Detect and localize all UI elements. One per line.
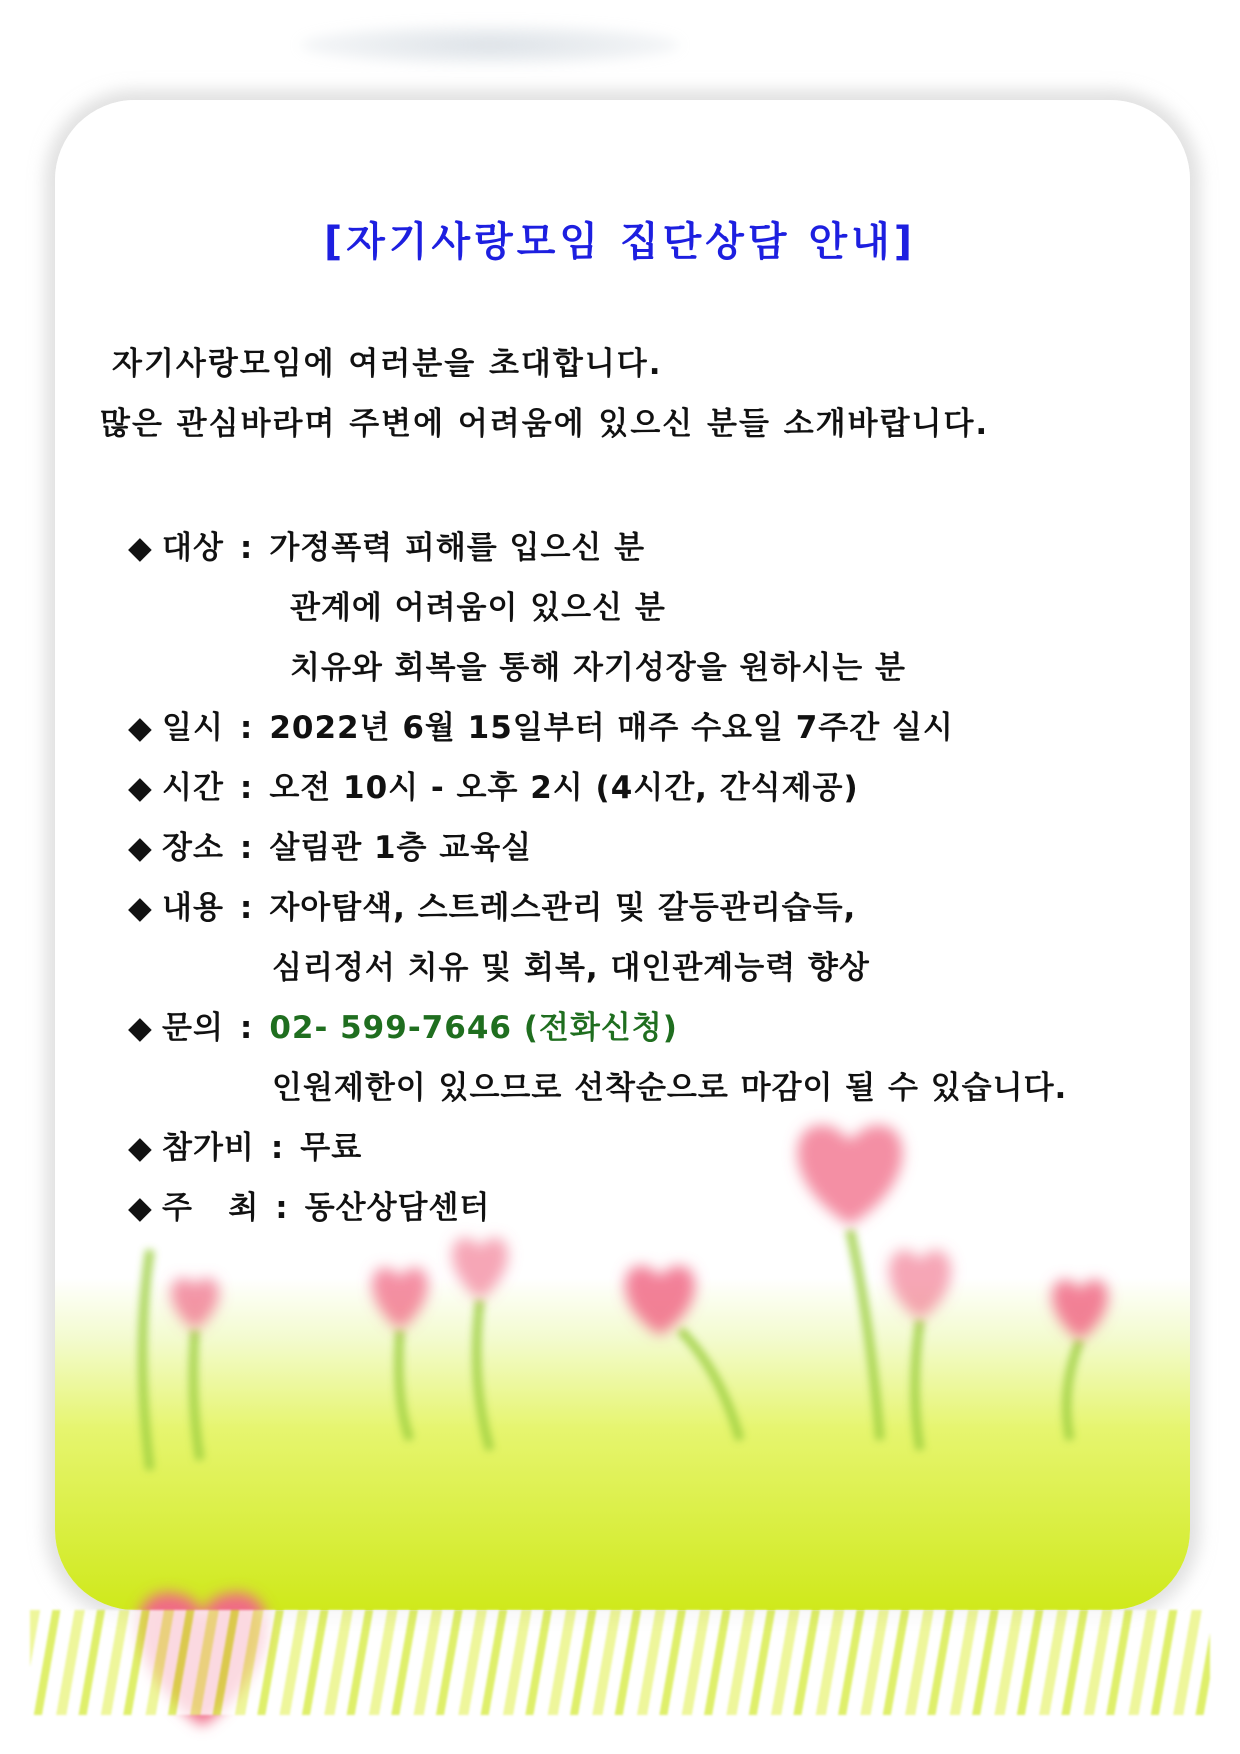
item-host	[128, 1182, 490, 1227]
item-label: 내용	[162, 890, 224, 926]
diamond-bullet-icon: ◆	[128, 830, 153, 866]
colon: :	[275, 1190, 289, 1226]
item-value: 자아탐색, 스트레스관리 및 갈등관리습득,	[269, 890, 857, 926]
page-title: [자기사랑모임 집단상담 안내]	[323, 219, 917, 265]
diamond-bullet-icon: ◆	[128, 1190, 153, 1226]
colon: :	[239, 890, 254, 926]
diamond-bullet-icon: ◆	[128, 1010, 153, 1046]
phone-number: 02- 599-7646 (전화신청)	[269, 1010, 678, 1046]
item-value: 오전 10시 - 오후 2시 (4시간, 간식제공)	[269, 770, 859, 806]
diamond-bullet-icon: ◆	[128, 770, 153, 806]
diamond-bullet-icon: ◆	[128, 530, 153, 566]
colon: :	[239, 830, 254, 866]
diamond-bullet-icon: ◆	[128, 1130, 153, 1166]
item-value: 2022년 6월 15일부터 매주 수요일 7주간 실시	[269, 710, 954, 746]
colon: :	[239, 1010, 254, 1046]
item-value: 무료	[300, 1130, 363, 1166]
intro-line-2: 많은 관심바라며 주변에 어려움에 있으신 분들 소개바랍니다.	[100, 406, 990, 442]
item-content	[128, 882, 856, 927]
item-value: 동산상담센터	[304, 1190, 491, 1226]
item-value: 살림관 1층 교육실	[269, 830, 533, 866]
grass-border	[30, 1610, 1210, 1715]
colon: :	[239, 770, 254, 806]
item-fee	[128, 1122, 362, 1167]
item-target-line-3: 치유와 회복을 통해 자기성장을 원하시는 분	[290, 650, 906, 686]
item-value: 가정폭력 피해를 입으신 분	[269, 530, 646, 566]
diamond-bullet-icon: ◆	[128, 890, 153, 926]
item-time	[128, 762, 859, 807]
item-inquiry-note: 인원제한이 있으므로 선착순으로 마감이 될 수 있습니다.	[272, 1070, 1068, 1106]
item-place	[128, 822, 532, 867]
item-label: 시간	[162, 770, 224, 806]
colon: :	[239, 530, 254, 566]
item-target	[128, 522, 645, 567]
item-date	[128, 702, 954, 747]
item-target-line-2: 관계에 어려움이 있으신 분	[290, 590, 666, 626]
item-label: 주 최	[162, 1190, 260, 1226]
item-label: 문의	[162, 1010, 224, 1046]
colon: :	[270, 1130, 285, 1166]
item-label: 대상	[162, 530, 224, 566]
item-content-line-2: 심리정서 치유 및 회복, 대인관계능력 향상	[272, 950, 870, 986]
top-decoration	[300, 25, 680, 65]
item-inquiry	[128, 1002, 678, 1047]
colon: :	[239, 710, 254, 746]
intro-line-1: 자기사랑모임에 여러분을 초대합니다.	[112, 346, 663, 382]
item-label: 일시	[162, 710, 224, 746]
item-label: 참가비	[162, 1130, 255, 1166]
diamond-bullet-icon: ◆	[128, 710, 153, 746]
item-label: 장소	[162, 830, 224, 866]
